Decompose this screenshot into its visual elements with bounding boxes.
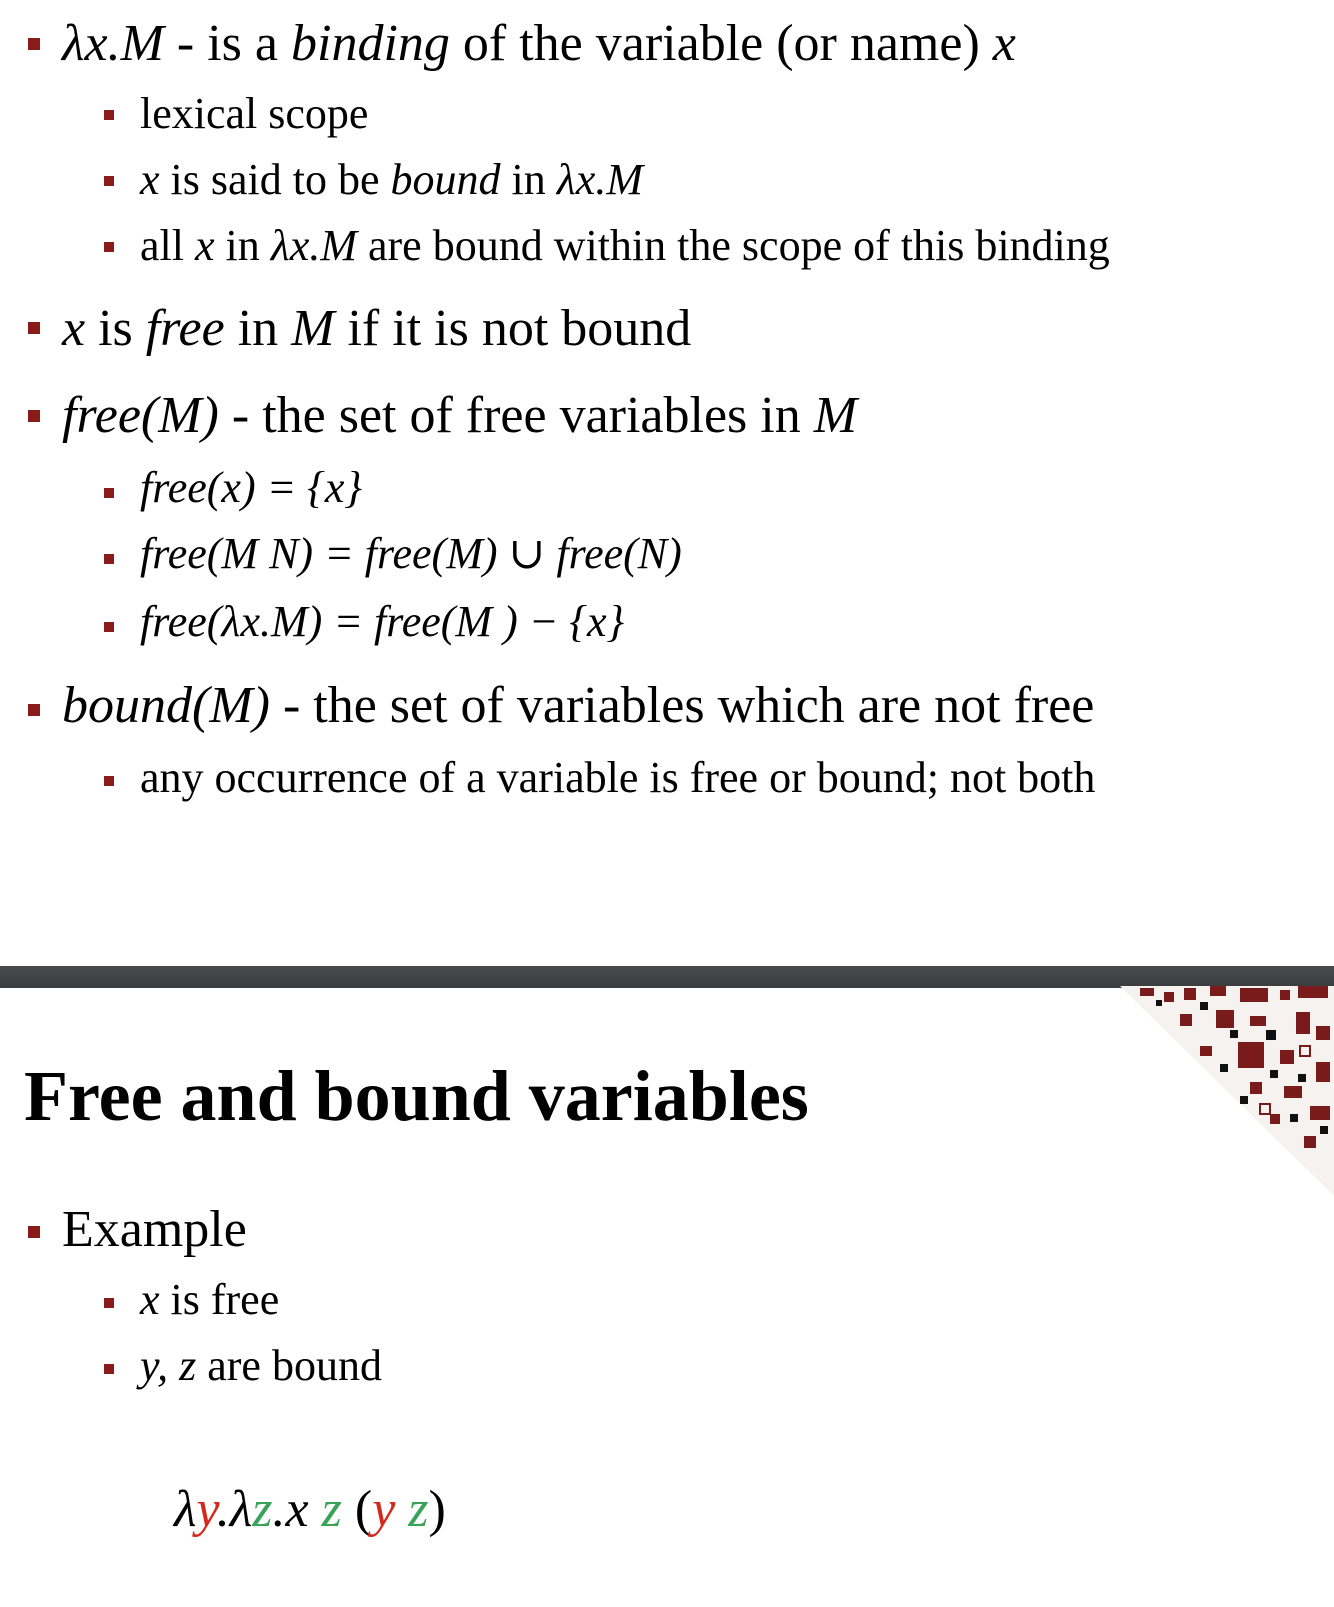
bullet-marker xyxy=(104,242,114,252)
bullet-free-set: free(M) - the set of free variables in M xyxy=(62,387,858,444)
bullet-marker xyxy=(104,1364,114,1374)
bullet-example: Example xyxy=(62,1201,247,1258)
sub-bullet-all-bound: all x in λx.M are bound within the scope of this binding xyxy=(140,221,1110,270)
bullet-marker xyxy=(28,410,40,422)
slide-divider xyxy=(0,966,1334,988)
bullet-marker xyxy=(104,776,114,786)
sub-bullet-bound-in: x is said to be bound in λx.M xyxy=(140,155,643,204)
example-lambda-expression: λy.λz.x z (y z) xyxy=(174,1481,446,1538)
bullet-marker xyxy=(28,322,40,334)
formula-free-application: free(M N) = free(M) ∪ free(N) xyxy=(140,529,682,578)
bullet-marker xyxy=(104,176,114,186)
bullet-bound-set: bound(M) - the set of variables which are not free xyxy=(62,677,1095,734)
formula-free-x: free(x) = {x} xyxy=(140,463,363,512)
bullet-marker xyxy=(104,554,114,564)
bullet-marker xyxy=(104,110,114,120)
sub-bullet-free-or-bound: any occurrence of a variable is free or bound; not both xyxy=(140,753,1096,802)
bullet-marker xyxy=(104,1298,114,1308)
sub-bullet-yz-bound: y, z are bound xyxy=(140,1341,382,1390)
bullet-marker xyxy=(28,1226,40,1238)
bullet-binding-definition: λx.M - is a binding of the variable (or name) x xyxy=(62,15,1016,72)
bullet-marker xyxy=(28,38,40,50)
embroidery-ornament xyxy=(1120,986,1334,1196)
bullet-free-in-m: x is free in M if it is not bound xyxy=(62,300,692,357)
sub-bullet-x-free: x is free xyxy=(140,1275,280,1324)
bullet-marker xyxy=(104,622,114,632)
page-title: Free and bound variables xyxy=(24,1056,809,1136)
bullet-marker xyxy=(104,488,114,498)
bullet-marker xyxy=(28,704,40,716)
sub-bullet-lexical-scope: lexical scope xyxy=(140,89,369,138)
formula-free-abstraction: free(λx.M) = free(M ) − {x} xyxy=(140,597,625,646)
